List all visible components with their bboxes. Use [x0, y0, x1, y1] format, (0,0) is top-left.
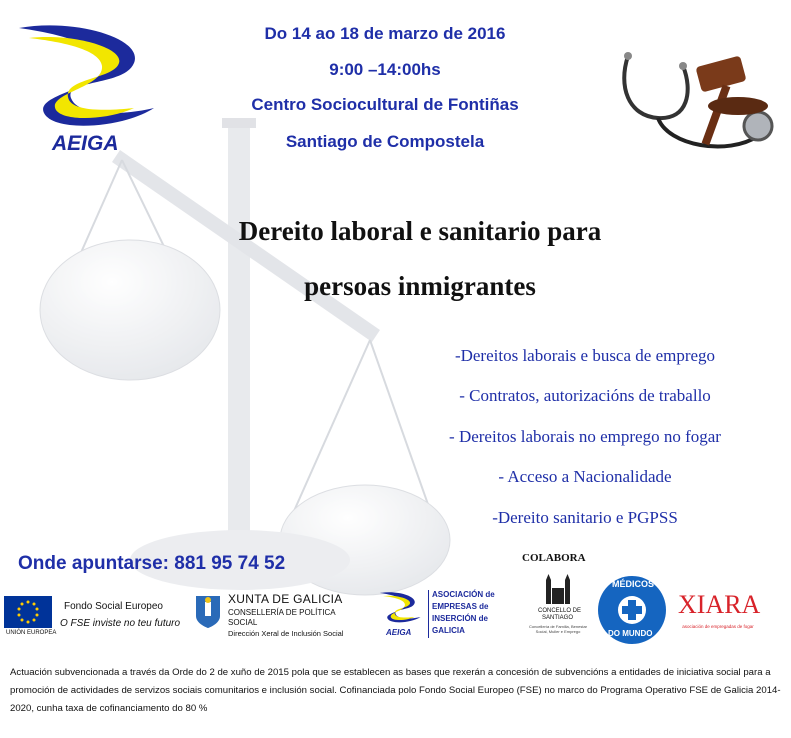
aeiga-line2: EMPRESAS de	[432, 602, 489, 611]
xunta-dept-line1: CONSELLERÍA DE POLÍTICA	[228, 608, 336, 617]
aeiga-logo	[14, 18, 164, 168]
aeiga-line3: INSERCIÓN de	[432, 614, 489, 623]
aeiga-swoosh-icon	[14, 18, 164, 138]
aeiga-small-logo	[372, 588, 522, 642]
xunta-dept-line2: SOCIAL	[228, 618, 258, 627]
event-dates: Do 14 ao 18 de marzo de 2016	[264, 24, 506, 43]
eu-fund-name: Fondo Social Europeo	[64, 601, 163, 612]
topic-item: -Dereitos laborais e busca de emprego	[454, 346, 716, 365]
topic-item: - Contratos, autorizacións de traballo	[459, 386, 711, 405]
topic-item: -Dereito sanitario e PGPSS	[492, 508, 678, 527]
concello-line1: CONCELLO DE	[538, 608, 582, 614]
medicos-do-mundo-logo	[596, 574, 668, 646]
xiara-logo	[676, 590, 761, 640]
event-city: Santiago de Compostela	[285, 132, 485, 151]
page-title-line2: persoas inmigrantes	[304, 271, 536, 301]
xiara-sub: asociación de empregadas de fogar	[682, 624, 754, 629]
galicia-shield-icon	[194, 594, 222, 630]
aeiga-small-logo-text: AEIGA	[386, 628, 412, 637]
aeiga-line1: ASOCIACIÓN de	[432, 590, 495, 599]
xunta-name: XUNTA DE GALICIA	[228, 592, 343, 606]
event-time: 9:00 –14:00hs	[329, 60, 441, 79]
cathedral-icon	[538, 574, 578, 604]
eu-flag-icon	[4, 596, 52, 628]
xunta-directorate: Dirección Xeral de Inclusión Social	[228, 629, 344, 638]
aeiga-logo-text: AEIGA	[52, 132, 119, 155]
page-title-line1: Dereito laboral e sanitario para	[238, 216, 602, 246]
divider	[428, 590, 429, 638]
funding-disclaimer: Actuación subvencionada a través da Orde do 2 de xuño de 2015 pola que se establecen as bases que rexerán a concesión de subvencións a entidades de iniciativa social para a promoción de actividades de servizos sociais comunitarios e inclusión social. Cofinanciada polo Fondo Social Europeo (FSE) no marco do Programa Operativo FSE de Galicia 2014-2020, cunha taxa de cofinanciamento do 80 %	[10, 667, 781, 714]
eu-tagline: O FSE inviste no teu futuro	[60, 618, 181, 629]
concello-sub: Concellería de Familia, Benestar Social, Muller e Emprego	[528, 624, 588, 634]
topic-item: - Acceso a Nacionalidade	[498, 467, 672, 486]
xunta-logo	[192, 592, 362, 642]
collaborates-label: COLABORA	[522, 552, 586, 564]
concello-logo	[526, 574, 590, 644]
topic-item: - Dereitos laborais no emprego no fogar	[449, 427, 721, 446]
eu-logo	[4, 596, 194, 640]
medicos-line1: MÉDICOS	[612, 579, 655, 589]
registration-phone: Onde apuntarse: 881 95 74 52	[18, 553, 286, 574]
concello-line2: SANTIAGO	[542, 615, 574, 621]
aeiga-small-swoosh-icon	[376, 590, 426, 626]
medicos-line2: DO MUNDO	[608, 629, 653, 638]
eu-caption: UNIÓN EUROPEA	[6, 630, 57, 636]
aeiga-line4: GALICIA	[432, 626, 465, 635]
xiara-name: XIARA	[678, 590, 761, 619]
event-venue: Centro Sociocultural de Fontiñas	[251, 95, 519, 114]
stethoscope-gavel-icon	[608, 46, 778, 161]
